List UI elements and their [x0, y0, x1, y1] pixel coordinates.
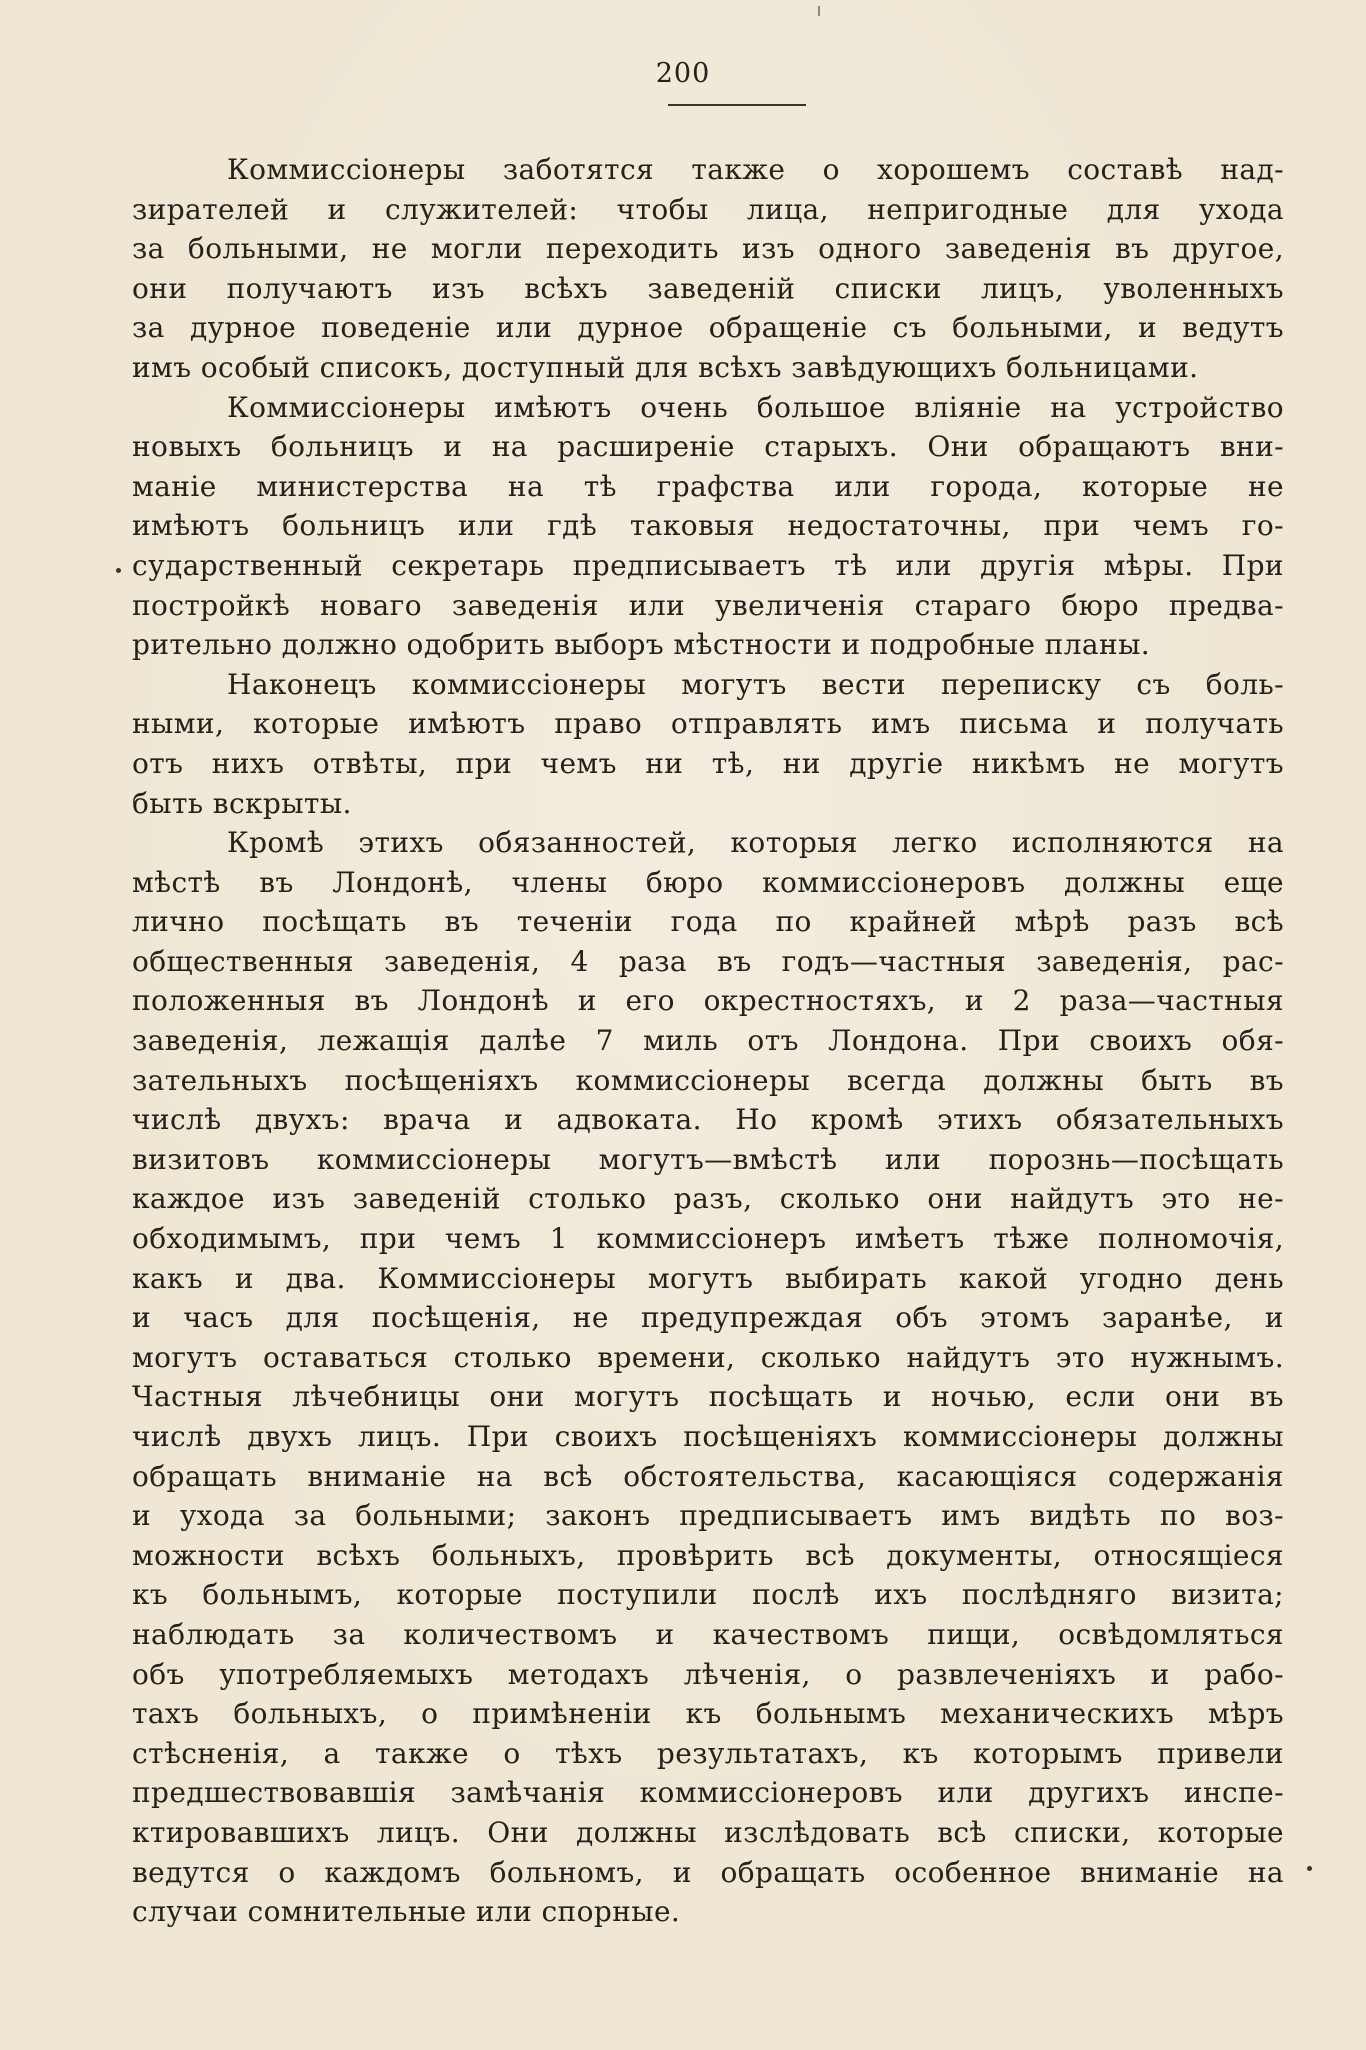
text-line: общественныя заведенія, 4 раза въ годъ—частныя заведенія, рас- [132, 944, 1284, 978]
text-line: наблюдать за количествомъ и качествомъ пищи, освѣдомляться [132, 1617, 1284, 1651]
text-line: за дурное поведеніе или дурное обращеніе съ больными, и ведутъ [132, 311, 1284, 345]
text-line: имѣютъ больницъ или гдѣ таковыя недостаточны, при чемъ го- [132, 509, 1284, 543]
text-line: можности всѣхъ больныхъ, провѣрить всѣ документы, относящіеся [132, 1538, 1284, 1572]
text-line: Кромѣ этихъ обязанностей, которыя легко исполняются на [227, 826, 1284, 860]
text-line: рительно должно одобрить выборъ мѣстности и подробные планы. [132, 628, 1151, 662]
text-line: ными, которые имѣютъ право отправлять имъ письма и получать [132, 707, 1284, 741]
text-line: къ больнымъ, которые поступили послѣ ихъ послѣдняго визита; [132, 1578, 1284, 1612]
header-rule [668, 104, 806, 106]
text-line: ктировавшихъ лицъ. Они должны изслѣдовать всѣ списки, которые [132, 1815, 1284, 1849]
text-line: заведенія, лежащія далѣе 7 миль отъ Лондона. При своихъ обя- [132, 1024, 1284, 1058]
text-line: положенныя въ Лондонѣ и его окрестностяхъ, и 2 раза—частныя [132, 984, 1284, 1018]
text-line: обращать вниманіе на всѣ обстоятельства, касающіяся содержанія [132, 1459, 1284, 1493]
text-line: обходимымъ, при чемъ 1 коммиссіонеръ имѣетъ тѣже полномочія, [132, 1222, 1284, 1256]
text-line: зирателей и служителей: чтобы лица, непригодные для ухода [132, 192, 1284, 226]
margin-mark-left [116, 568, 121, 573]
paragraph [132, 150, 1284, 388]
text-line: числѣ двухъ: врача и адвоката. Но кромѣ этихъ обязательныхъ [132, 1103, 1284, 1137]
paragraph [132, 823, 1284, 1932]
text-line: Коммиссіонеры имѣютъ очень большое вліяніе на устройство [227, 390, 1284, 424]
text-line: могутъ оставаться столько времени, сколько найдутъ это нужнымъ. [132, 1340, 1284, 1374]
paragraph [132, 388, 1284, 665]
text-line: Коммиссіонеры заботятся также о хорошемъ составѣ над- [227, 153, 1284, 186]
text-line: ведутся о каждомъ больномъ, и обращать особенное вниманіе на [132, 1855, 1284, 1889]
text-line: и ухода за больными; законъ предписываетъ имъ видѣть по воз- [132, 1499, 1284, 1533]
text-line: числѣ двухъ лицъ. При своихъ посѣщеніяхъ коммиссіонеры должны [132, 1420, 1284, 1453]
paragraph [132, 665, 1284, 823]
text-line: и часъ для посѣщенія, не предупреждая объ этомъ заранѣе, и [132, 1301, 1284, 1335]
text-line: имъ особый списокъ, доступный для всѣхъ завѣдующихъ больницами. [132, 350, 1199, 384]
text-line: объ употребляемыхъ методахъ лѣченія, о развлеченіяхъ и рабо- [132, 1657, 1284, 1691]
text-line: зательныхъ посѣщеніяхъ коммиссіонеры всегда должны быть въ [132, 1063, 1284, 1097]
text-line: случаи сомнительные или спорные. [132, 1895, 681, 1929]
text-line: Частныя лѣчебницы они могутъ посѣщать и ночью, если они въ [132, 1380, 1284, 1414]
body-text [132, 150, 1284, 1932]
text-line: предшествовавшія замѣчанія коммиссіонеровъ или другихъ инспе- [132, 1776, 1284, 1810]
text-line: Наконецъ коммиссіонеры могутъ вести переписку съ боль- [227, 667, 1284, 701]
margin-mark-right [1307, 1866, 1312, 1871]
text-line: визитовъ коммиссіонеры могутъ—вмѣстѣ или порознь—посѣщать [132, 1142, 1284, 1176]
text-line: сударственный секретарь предписываетъ тѣ или другія мѣры. При [132, 548, 1284, 582]
text-line: быть вскрыты. [132, 786, 352, 820]
text-line: каждое изъ заведеній столько разъ, сколько они найдутъ это не- [132, 1182, 1284, 1216]
text-line: постройкѣ новаго заведенія или увеличенія стараго бюро предва- [132, 588, 1284, 622]
text-line: лично посѣщать въ теченіи года по крайней мѣрѣ разъ всѣ [132, 905, 1284, 939]
text-line: тахъ больныхъ, о примѣненіи къ больнымъ механическихъ мѣръ [132, 1697, 1284, 1731]
text-line: отъ нихъ отвѣты, при чемъ ни тѣ, ни другіе никѣмъ не могутъ [132, 746, 1284, 780]
text-line: мѣстѣ въ Лондонѣ, члены бюро коммиссіонеровъ должны еще [132, 865, 1284, 899]
page-number: 200 [655, 58, 711, 89]
text-line: новыхъ больницъ и на расширеніе старыхъ. Они обращаютъ вни- [132, 430, 1284, 464]
page-blemish [818, 6, 820, 16]
text-line: они получаютъ изъ всѣхъ заведеній списки лицъ, уволенныхъ [132, 271, 1284, 305]
text-line: за больными, не могли переходить изъ одного заведенія въ другое, [132, 232, 1284, 266]
text-line: стѣсненія, а также о тѣхъ результатахъ, къ которымъ привели [132, 1736, 1284, 1770]
text-line: какъ и два. Коммиссіонеры могутъ выбирать какой угодно день [132, 1261, 1284, 1295]
text-line: маніе министерства на тѣ графства или города, которые не [132, 469, 1284, 503]
